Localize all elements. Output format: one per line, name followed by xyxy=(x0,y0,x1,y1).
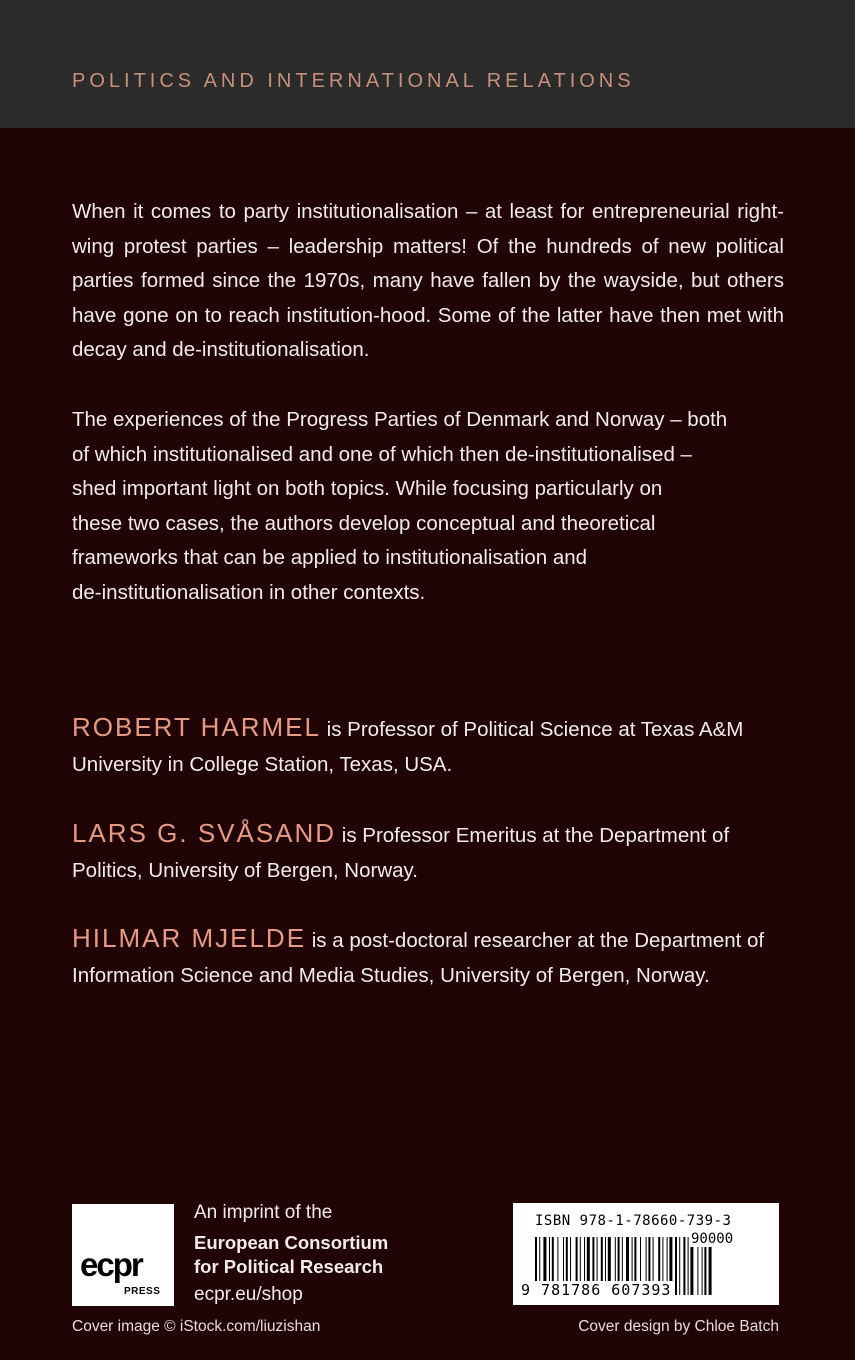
author-bio-text: is Professor Emeritus at the Department of Politics, University of Bergen, Norway. xyxy=(72,824,730,882)
author-bio-1 xyxy=(72,710,792,782)
logo-subtitle: PRESS xyxy=(124,1286,161,1297)
author-name: HILMAR MJELDE xyxy=(72,923,307,953)
publisher-name-line-2: for Political Research xyxy=(194,1256,384,1277)
publisher-name-line-1: European Consortium xyxy=(194,1232,389,1253)
blurb-line: these two cases, the authors develop conceptual and theoretical xyxy=(72,511,656,535)
ean-digits: 9 781786 607393 xyxy=(521,1281,672,1299)
barcode-addon: 90000 xyxy=(691,1231,734,1247)
blurb-line: The experiences of the Progress Parties of Denmark and Norway – both xyxy=(72,408,728,431)
barcode-bar xyxy=(679,1237,680,1295)
logo-wordmark: ecpr xyxy=(80,1246,142,1283)
author-bio-text: is Professor of Political Science at Texas A&M University in College Station, Texas, USA. xyxy=(72,718,744,776)
blurb-line: shed important light on both topics. While focusing particularly on xyxy=(72,477,663,500)
author-bio-text: is a post-doctoral researcher at the Department of Information Science and Media Studies, University of Bergen, Norway. xyxy=(72,929,765,987)
blurb-line: de-institutionalisation in other contexts. xyxy=(72,580,426,604)
author-bio-3 xyxy=(72,921,792,993)
isbn-barcode xyxy=(513,1203,779,1305)
author-name: ROBERT HARMEL xyxy=(72,712,321,742)
publisher-url[interactable]: ecpr.eu/shop xyxy=(194,1284,303,1305)
header-band xyxy=(0,0,855,128)
barcode-bar xyxy=(683,1237,685,1295)
blurb-paragraph-1: When it comes to party institutionalisation – at least for entrepreneurial right-wing protest parties – leadership matters! Of the hundreds of new political parties formed since the 1970s, many have fallen by the wayside, but others have gone on to reach institution-hood. Some of the latter have then met with decay and de-institutionalisation. xyxy=(72,200,784,361)
imprint-line: An imprint of the xyxy=(194,1202,333,1223)
blurb-paragraph-2 xyxy=(72,403,784,610)
author-name: LARS G. SVÅSAND xyxy=(72,818,337,848)
isbn-number: ISBN 978-1-78660-739-3 xyxy=(535,1213,732,1229)
series-label: POLITICS AND INTERNATIONAL RELATIONS xyxy=(72,70,635,92)
cover-image-credit: Cover image © iStock.com/liuzishan xyxy=(72,1318,321,1335)
blurb-line: frameworks that can be applied to institutionalisation and xyxy=(72,546,588,569)
ecpr-press-logo xyxy=(72,1204,174,1306)
blurb-line: of which institutionalised and one of which then de-institutionalised – xyxy=(72,442,692,466)
barcode-bar xyxy=(675,1237,677,1295)
author-bio-2 xyxy=(72,816,792,888)
cover-design-credit: Cover design by Chloe Batch xyxy=(578,1318,779,1335)
